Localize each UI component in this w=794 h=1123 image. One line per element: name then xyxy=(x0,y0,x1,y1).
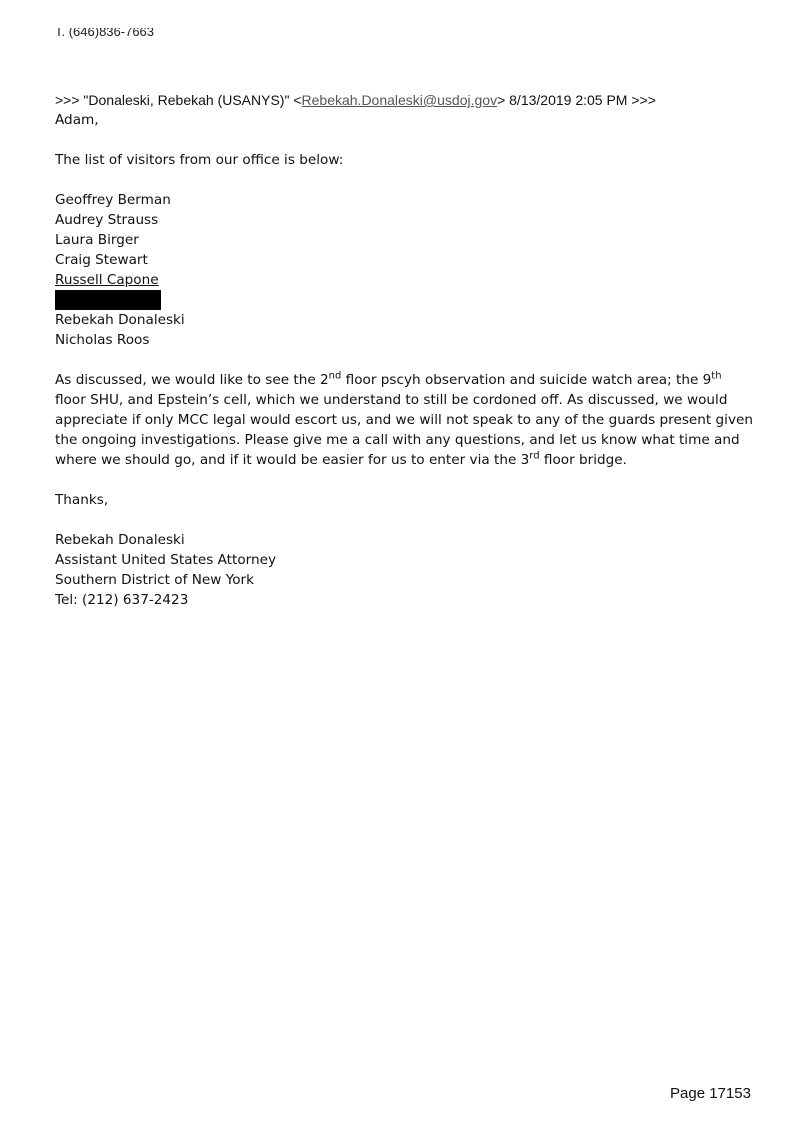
closing: Thanks, xyxy=(55,492,109,508)
visitor-name: Craig Stewart xyxy=(55,252,148,268)
visitor-name: Russell Capone xyxy=(55,272,159,288)
visitor-list xyxy=(55,190,755,350)
redaction-box xyxy=(55,290,161,310)
email-body xyxy=(55,110,755,610)
request-paragraph: As discussed, we would like to see the 2nd floor pscyh observation and suicide watch area; the 9th floor SHU, and Epstein’s cell, which we understand to still be cordoned off. As discussed, we would appreciate if only MCC legal would escort us, and we will not speak to any of the guards present given the ongoing investigations. Please give me a call with any questions, and let us know what time and where we should go, and if it would be easier for us to enter via the 3rd floor bridge. xyxy=(55,370,753,468)
visitor-name: Laura Birger xyxy=(55,232,139,248)
intro-line: The list of visitors from our office is below: xyxy=(55,152,344,168)
signature-line: Assistant United States Attorney xyxy=(55,552,277,568)
signature-line: Rebekah Donaleski xyxy=(55,532,185,548)
greeting: Adam, xyxy=(55,112,99,128)
visitor-name: Audrey Strauss xyxy=(55,212,159,228)
signature-block xyxy=(55,530,755,610)
header-suffix: > 8/13/2019 2:05 PM >>> xyxy=(497,92,656,108)
forwarded-message-header xyxy=(55,90,656,110)
signature-line: Tel: (212) 637-2423 xyxy=(55,592,189,608)
signature-line: Southern District of New York xyxy=(55,572,254,588)
cut-off-contact-line xyxy=(55,28,154,40)
page-number: Page 17153 xyxy=(670,1085,751,1102)
visitor-name: Nicholas Roos xyxy=(55,332,150,348)
sender-email-link[interactable]: Rebekah.Donaleski@usdoj.gov xyxy=(301,92,498,108)
visitor-name: Geoffrey Berman xyxy=(55,192,171,208)
visitor-name: Rebekah Donaleski xyxy=(55,312,185,328)
header-prefix: >>> "Donaleski, Rebekah (USANYS)" < xyxy=(55,92,302,108)
cut-off-contact-text: T. (646)836-7663 xyxy=(55,28,155,39)
